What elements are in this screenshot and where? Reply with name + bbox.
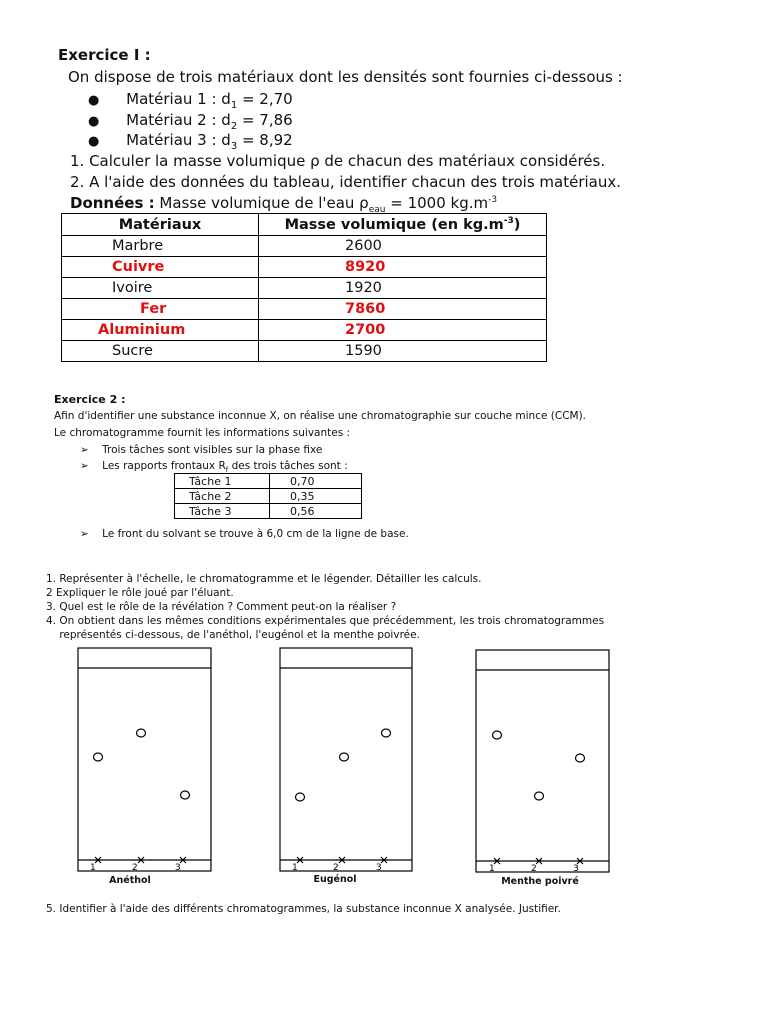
table-row [175,474,362,489]
exercise2-title: Exercice 2 : [54,393,126,406]
material-1-value: = 2,70 [237,90,293,108]
exercise2-bullet-3 [80,528,409,540]
table-row [62,278,547,299]
lane-label: 3 [175,863,181,873]
lane-label: 1 [90,863,96,873]
question-4: 4. On obtient dans les mêmes conditions expérimentales que précédemment, les trois chromatogrammes [46,615,605,627]
lane-label: 1 [489,864,495,874]
material-name: Ivoire [62,278,259,299]
chromatograms-figure [0,640,768,900]
lane-label: 3 [376,863,382,873]
arrow-bullet-icon: ➢ [80,460,89,472]
material-3-value: = 8,92 [237,131,293,149]
question-1: 1. Représenter à l'échelle, le chromatogramme et le légender. Détailler les calculs. [46,573,482,585]
plate-eugenol [280,648,412,871]
data-line [70,194,497,215]
material-density: 1590 [259,341,547,362]
table-row [62,341,547,362]
material-2-label: Matériau 2 : d [126,111,231,129]
material-2-value: = 7,86 [237,111,293,129]
plate-anethol-border [78,648,211,871]
exercise1-question-1: 1. Calculer la masse volumique ρ de chacun des matériaux considérés. [70,152,606,170]
table-row [175,504,362,519]
table-row [175,489,362,504]
question-2: 2 Expliquer le rôle joué par l'éluant. [46,587,234,599]
table-row [62,257,547,278]
bullet-icon: ● [88,114,100,129]
exercise1-title: Exercice I : [58,46,151,64]
material-name: Aluminium [62,320,259,341]
plate-menthe [476,650,609,872]
data-text: Masse volumique de l'eau ρ [154,194,369,212]
material-1-label: Matériau 1 : d [126,90,231,108]
table-row [62,299,547,320]
plate-menthe-border [476,650,609,872]
material-2-line [88,111,293,132]
spot [493,731,502,739]
spot [94,753,103,761]
materials-table-header [62,214,547,236]
plate-caption-menthe: Menthe poivré [501,876,579,887]
spot-name: Tâche 3 [175,504,270,519]
plate-eugenol-border [280,648,412,871]
material-1-line [88,90,293,111]
spot [382,729,391,737]
material-3-line [88,131,293,152]
spot-rf: 0,56 [270,504,362,519]
materials-table [61,213,547,362]
material-density: 7860 [259,299,547,320]
material-3-label: Matériau 3 : d [126,131,231,149]
material-2-sub: 2 [230,121,238,132]
table-row [62,320,547,341]
material-3-sub: 3 [230,141,238,152]
question-3: 3. Quel est le rôle de la révélation ? Comment peut-on la réaliser ? [46,601,397,613]
bullet-2-post: des trois tâches sont : [228,460,348,472]
spot [576,754,585,762]
bullet-icon: ● [88,93,100,108]
bullet-icon: ● [88,134,100,149]
bullet-3-text: Le front du solvant se trouve à 6,0 cm de la ligne de base. [102,528,409,540]
spot [181,791,190,799]
spot-name: Tâche 1 [175,474,270,489]
spot-name: Tâche 2 [175,489,270,504]
exercise1-intro: On dispose de trois matériaux dont les densités sont fournies ci-dessous : [68,68,623,86]
data-sub: eau [368,205,386,215]
spot [535,792,544,800]
bullet-1-text: Trois tâches sont visibles sur la phase fixe [102,444,323,456]
lane-label: 1 [292,863,298,873]
question-5: 5. Identifier à l'aide des différents chromatogrammes, la substance inconnue X analysée. Justifier. [46,903,561,915]
exercise2-bullet-2 [80,460,348,474]
exercise1-question-2: 2. A l'aide des données du tableau, identifier chacun des trois matériaux. [70,173,622,191]
material-name: Marbre [62,236,259,257]
spot [137,729,146,737]
plate-caption-eugenol: Eugénol [313,874,357,885]
bullet-2-sub: f [225,466,229,475]
data-label: Données : [70,194,155,212]
material-density: 2600 [259,236,547,257]
header-density: Masse volumique (en $kg.m^{-3}$) [259,214,547,236]
lane-label: 2 [333,863,339,873]
material-density: 2700 [259,320,547,341]
question-4-continued: représentés ci-dessous, de l'anéthol, l'eugénol et la menthe poivrée. [46,629,420,641]
material-density: 8920 [259,257,547,278]
exercise2-line-1: Afin d'identifier une substance inconnue X, on réalise une chromatographie sur couche mince (CCM). [54,410,587,422]
material-name: Fer [62,299,259,320]
exercise2-line-2: Le chromatogramme fournit les informations suivantes : [54,427,351,439]
material-name: Cuivre [62,257,259,278]
data-value: = 1000 kg.m [385,194,489,212]
lane-label: 2 [132,863,138,873]
header-material: Matériaux [62,214,259,236]
rf-table [174,473,362,519]
spot [296,793,305,801]
plate-caption-anethol: Anéthol [109,875,151,886]
spot-rf: 0,70 [270,474,362,489]
material-name: Sucre [62,341,259,362]
lane-label: 3 [573,864,579,874]
exercise2-bullet-1 [80,444,322,456]
bullet-2-text: Les rapports frontaux R [102,460,226,472]
arrow-bullet-icon: ➢ [80,444,89,456]
lane-label: 2 [531,864,537,874]
spot-rf: 0,35 [270,489,362,504]
material-1-sub: 1 [230,100,238,111]
data-sup: -3 [488,195,498,205]
plate-anethol [78,648,211,871]
arrow-bullet-icon: ➢ [80,528,89,540]
material-density: 1920 [259,278,547,299]
table-row [62,236,547,257]
spot [340,753,349,761]
